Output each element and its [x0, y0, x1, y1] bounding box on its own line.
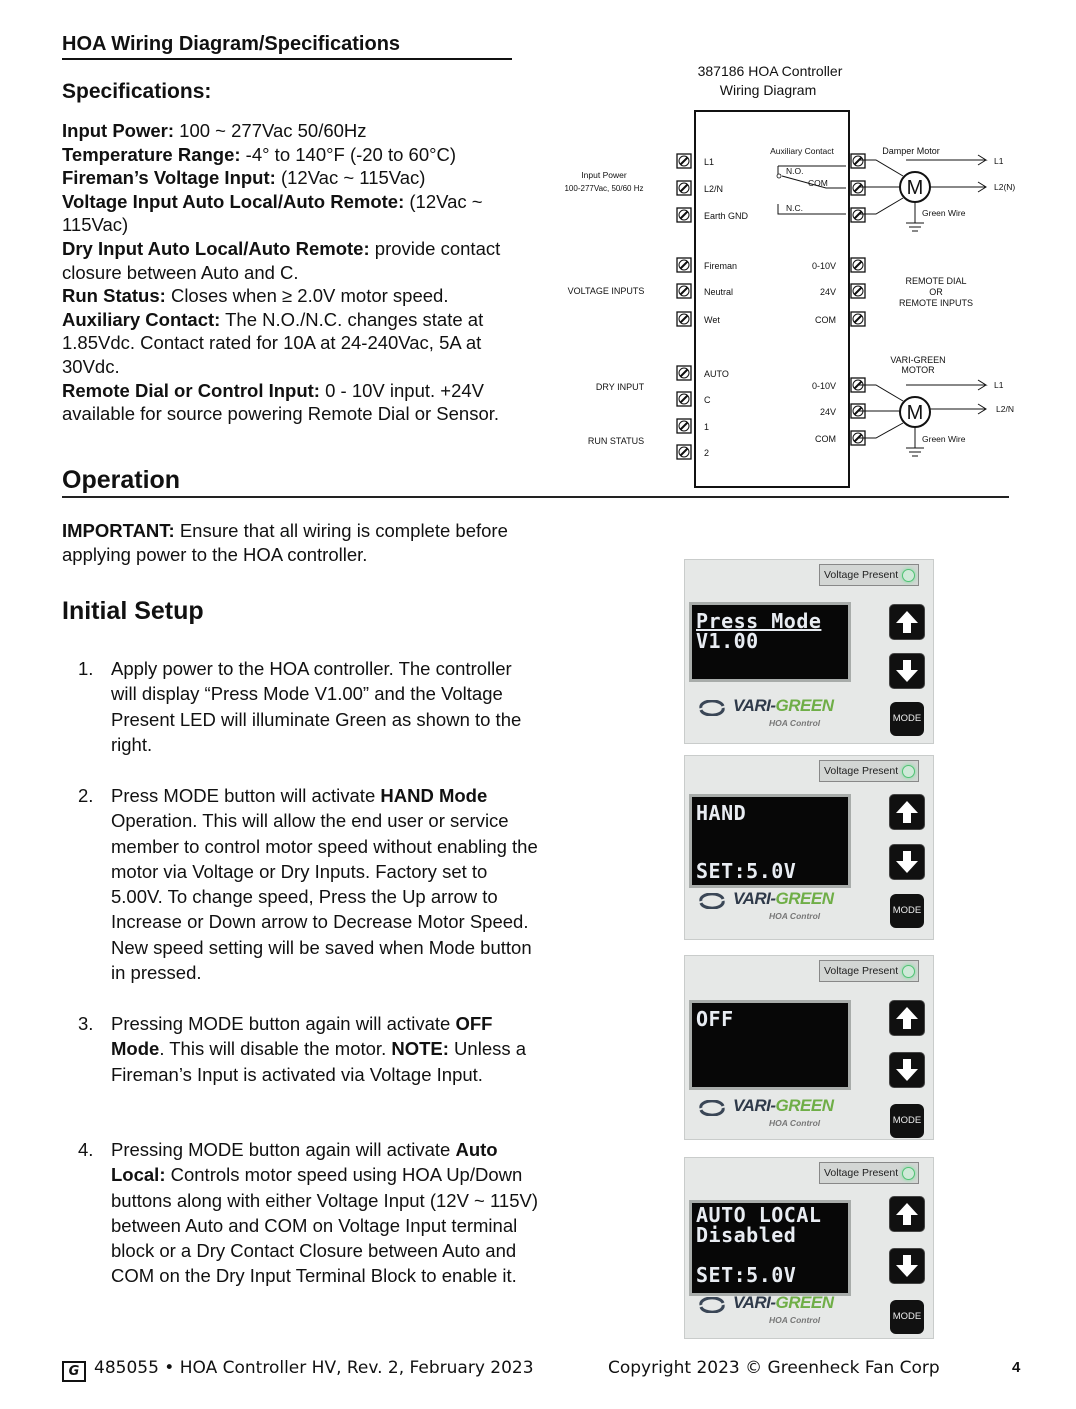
vg-l2n: L2/N [996, 404, 1014, 414]
spec-label: Run Status: [62, 285, 166, 307]
specifications-heading: Specifications: [62, 80, 212, 103]
dry-input-label: DRY INPUT [595, 382, 645, 392]
lcd-line: AUTO LOCAL [696, 1203, 822, 1227]
hoa-control-sublabel: HOA Control [769, 1118, 821, 1128]
diagram-title-line1: 387186 HOA Controller [697, 63, 843, 79]
terminal-label: 0-10V [811, 261, 836, 271]
screw-terminal-icon [677, 445, 691, 459]
step-run: . This will disable the motor. [159, 1038, 392, 1060]
lcd-display [689, 602, 851, 682]
hoa-control-sublabel: HOA Control [769, 911, 821, 921]
vari-green-swirl-icon [697, 1100, 727, 1116]
greenheck-logo-icon: G [62, 1361, 86, 1382]
terminal-label: Earth GND [704, 211, 749, 221]
controller-box [695, 111, 849, 487]
down-arrow-button[interactable] [889, 1248, 925, 1284]
step-run: Operation. This will allow the end user or service member to control motor speed without enabling the motor via Voltage or Dry Inputs. Factory set to 5.00V. To change speed, Press the Up arrow to Increase or Down arrow to Decrease Motor Speed. New speed setting will be saved when Mode button in pressed. [111, 810, 538, 984]
step-emphasis: OFF Mode [111, 1013, 493, 1060]
lcd-display [689, 794, 851, 888]
down-arrow-button[interactable] [889, 844, 925, 880]
remote-dial-2: OR [929, 287, 943, 297]
page-title: HOA Wiring Diagram/Specifications [62, 33, 401, 55]
hoa-controller-panel [684, 755, 934, 940]
spec-text: (12Vac ~ 115Vac) [62, 190, 483, 236]
footer-copyright: Copyright 2023 © Greenheck Fan Corp [608, 1358, 940, 1378]
screw-terminal-icon [677, 208, 691, 222]
vari-green-brand [733, 889, 833, 909]
spec-label: Auxiliary Contact: [62, 308, 221, 330]
screw-terminal-icon [677, 181, 691, 195]
damper-green-wire: Green Wire [922, 208, 966, 218]
step-run: Controls motor speed using HOA Up/Down buttons along with either Voltage Input (12V ~ 115V) between Auto and COM on Voltage Input terminal block or a Dry Contact Closure between Auto and COM on the Dry Input Terminal Block to enable it. [111, 1164, 538, 1287]
initial-setup-heading: Initial Setup [62, 597, 204, 625]
voltage-present-label: Voltage Present [824, 765, 899, 777]
voltage-present-led-icon [902, 765, 915, 778]
up-arrow-button[interactable] [889, 1000, 925, 1036]
step-text [111, 656, 541, 757]
lcd-line: HAND [696, 801, 747, 825]
step-emphasis: HAND Mode [380, 785, 488, 806]
step-run: Pressing MODE button again will activate [111, 1139, 456, 1160]
vari-green-swirl-icon [697, 700, 727, 716]
down-arrow-icon [893, 848, 921, 876]
vg-motor-2: MOTOR [901, 365, 935, 375]
brand-suffix: GREEN [775, 1096, 834, 1115]
important-text: Ensure that all wiring is complete before applying power to the HOA controller. [62, 520, 508, 565]
vari-green-brand [733, 696, 833, 716]
spec-label: Remote Dial or Control Input: [62, 379, 320, 401]
brand-prefix: VARI- [733, 1096, 776, 1115]
down-arrow-icon [893, 657, 921, 685]
vari-green-swirl-icon [697, 893, 727, 909]
page-number: 4 [1012, 1359, 1021, 1376]
up-arrow-icon [893, 1200, 921, 1228]
step-text [111, 1137, 541, 1289]
voltage-present-label: Voltage Present [824, 1167, 899, 1179]
screw-terminal-icon [677, 154, 691, 168]
spec-text: 0 - 10V input. +24V available for source powering Remote Dial or Sensor. [62, 379, 500, 425]
screw-terminal-icon [677, 419, 691, 433]
voltage-present-indicator [819, 564, 919, 586]
spec-label: Temperature Range: [62, 143, 241, 165]
operation-rule [62, 496, 1009, 498]
screw-terminal-icon [677, 312, 691, 326]
screw-terminal-icon [851, 181, 865, 195]
spec-label: Fireman’s Voltage Input: [62, 167, 276, 189]
up-arrow-button[interactable] [889, 1196, 925, 1232]
voltage-present-led-icon [902, 569, 915, 582]
vg-motor-1: VARI-GREEN [890, 355, 946, 365]
step-run: Pressing MODE button again will activate [111, 1013, 456, 1034]
screw-terminal-icon [677, 366, 691, 380]
input-power-label: Input Power [581, 170, 627, 180]
terminal-label: Fireman [704, 261, 738, 271]
down-arrow-button[interactable] [889, 1052, 925, 1088]
spec-label: Input Power: [62, 120, 175, 141]
step-run: Press MODE button will activate [111, 785, 381, 806]
screw-terminal-icon [851, 284, 865, 298]
terminal-label: Neutral [704, 287, 734, 297]
vg-green-wire: Green Wire [922, 434, 966, 444]
svg-text:M: M [906, 177, 924, 199]
diagram-title-line2: Wiring Diagram [719, 82, 817, 98]
damper-l2n: L2(N) [994, 182, 1016, 192]
spec-item [62, 143, 542, 167]
lcd-line: Disabled [696, 1223, 797, 1247]
spec-text: The N.O./N.C. changes state at 1.85Vdc. Contact rated for 10A at 24-240Vac, 5A at 30Vdc. [62, 308, 484, 377]
terminal-label: L1 [704, 157, 715, 167]
down-arrow-icon [893, 1056, 921, 1084]
input-power-range: 100-277Vac, 50/60 Hz [564, 184, 644, 193]
lcd-line: V1.00 [696, 629, 759, 653]
wiring-diagram [546, 58, 1026, 498]
up-arrow-icon [893, 608, 921, 636]
screw-terminal-icon [677, 258, 691, 272]
terminal-label: AUTO [704, 369, 729, 379]
terminal-label: 24V [819, 287, 836, 297]
voltage-present-indicator [819, 960, 919, 982]
up-arrow-button[interactable] [889, 794, 925, 830]
terminal-label: COM [815, 434, 836, 444]
voltage-inputs-label: VOLTAGE INPUTS [567, 286, 645, 296]
screw-terminal-icon [851, 312, 865, 326]
voltage-present-label: Voltage Present [824, 965, 899, 977]
spec-item [62, 379, 542, 426]
step-number: 3. [78, 1013, 94, 1034]
mode-button[interactable]: MODE [890, 1104, 924, 1138]
step-emphasis: NOTE: [391, 1038, 449, 1060]
hoa-controller-panel [684, 559, 934, 744]
vari-green-brand [733, 1293, 833, 1313]
com-label: COM [808, 178, 828, 188]
lcd-line: OFF [696, 1007, 734, 1031]
spec-item [62, 166, 542, 190]
step-run: Apply power to the HOA controller. The controller will display “Press Mode V1.00” and the Voltage Present LED will illuminate Green as shown to the right. [111, 658, 522, 755]
down-arrow-button[interactable] [889, 653, 925, 689]
spec-item [62, 237, 542, 284]
hoa-controller-panel [684, 955, 934, 1140]
mode-button[interactable]: MODE [890, 702, 924, 736]
terminal-label: L2/N [704, 184, 724, 194]
spec-label: Voltage Input Auto Local/Auto Remote: [62, 190, 405, 212]
spec-text: 100 ~ 277Vac 50/60Hz [174, 120, 367, 141]
screw-terminal-icon [851, 208, 865, 222]
spec-text: -4° to 140°F (-20 to 60°C) [240, 143, 457, 165]
spec-item [62, 284, 542, 308]
spec-text: provide contact closure between Auto and C. [62, 237, 501, 283]
up-arrow-icon [893, 1004, 921, 1032]
brand-prefix: VARI- [733, 696, 776, 715]
brand-prefix: VARI- [733, 889, 776, 908]
hoa-control-sublabel: HOA Control [769, 1315, 821, 1325]
aux-contact-label: Auxiliary Contact [770, 146, 834, 156]
no-label: N.O. [786, 166, 804, 176]
lcd-display [689, 1000, 851, 1090]
footer-doc [62, 1358, 534, 1382]
voltage-present-indicator [819, 760, 919, 782]
screw-terminal-icon [851, 258, 865, 272]
svg-text:M: M [906, 402, 924, 424]
screw-terminal-icon [677, 284, 691, 298]
lcd-line: SET:5.0V [696, 1263, 797, 1287]
step-number: 4. [78, 1139, 94, 1160]
lcd-line: Press Mode [696, 609, 822, 633]
step-text [111, 783, 541, 985]
up-arrow-icon [893, 798, 921, 826]
spec-text: Closes when ≥ 2.0V motor speed. [165, 285, 449, 307]
spec-label: Dry Input Auto Local/Auto Remote: [62, 237, 370, 259]
vg-l1: L1 [994, 380, 1004, 390]
brand-prefix: VARI- [733, 1293, 776, 1312]
terminal-label: 0-10V [811, 381, 836, 391]
voltage-present-led-icon [902, 1167, 915, 1180]
mode-button[interactable]: MODE [890, 1300, 924, 1334]
step-text [111, 1011, 541, 1087]
remote-dial-1: REMOTE DIAL [905, 276, 967, 286]
mode-button[interactable]: MODE [890, 894, 924, 928]
specifications-list [62, 119, 542, 426]
up-arrow-button[interactable] [889, 604, 925, 640]
important-label: IMPORTANT: [62, 520, 175, 541]
terminal-label: 24V [819, 407, 836, 417]
vari-green-brand [733, 1096, 833, 1116]
step-emphasis: Auto Local: [111, 1139, 498, 1186]
damper-motor-label: Damper Motor [882, 146, 940, 156]
voltage-present-label: Voltage Present [824, 569, 899, 581]
operation-heading: Operation [62, 466, 181, 494]
footer-doc-text: 485055 • HOA Controller HV, Rev. 2, February 2023 [94, 1358, 534, 1378]
brand-suffix: GREEN [775, 1293, 834, 1312]
important-note [62, 519, 532, 567]
spec-item [62, 308, 542, 379]
terminal-label: 2 [704, 448, 710, 458]
hoa-control-sublabel: HOA Control [769, 718, 821, 728]
lcd-line: SET:5.0V [696, 859, 797, 883]
nc-label: N.C. [786, 203, 803, 213]
voltage-present-led-icon [902, 965, 915, 978]
lcd-display [689, 1200, 851, 1296]
spec-item [62, 190, 542, 237]
terminal-label: C [704, 395, 711, 405]
step-number: 2. [78, 785, 94, 806]
terminal-label: COM [815, 315, 836, 325]
hoa-controller-panel [684, 1157, 934, 1339]
voltage-present-indicator [819, 1162, 919, 1184]
terminal-label: Wet [704, 315, 720, 325]
brand-suffix: GREEN [775, 889, 834, 908]
step-run: Unless a Fireman’s Input is activated via Voltage Input. [111, 1038, 527, 1085]
spec-item [62, 119, 542, 143]
spec-text: (12Vac ~ 115Vac) [275, 167, 426, 189]
step-number: 1. [78, 658, 94, 679]
run-status-label: RUN STATUS [587, 436, 645, 446]
terminal-label: 1 [704, 422, 710, 432]
brand-suffix: GREEN [775, 696, 834, 715]
damper-l1: L1 [994, 156, 1004, 166]
screw-terminal-icon [677, 392, 691, 406]
remote-dial-3: REMOTE INPUTS [898, 298, 974, 308]
title-rule [62, 58, 512, 60]
down-arrow-icon [893, 1252, 921, 1280]
vari-green-swirl-icon [697, 1297, 727, 1313]
screw-terminal-icon [851, 154, 865, 168]
